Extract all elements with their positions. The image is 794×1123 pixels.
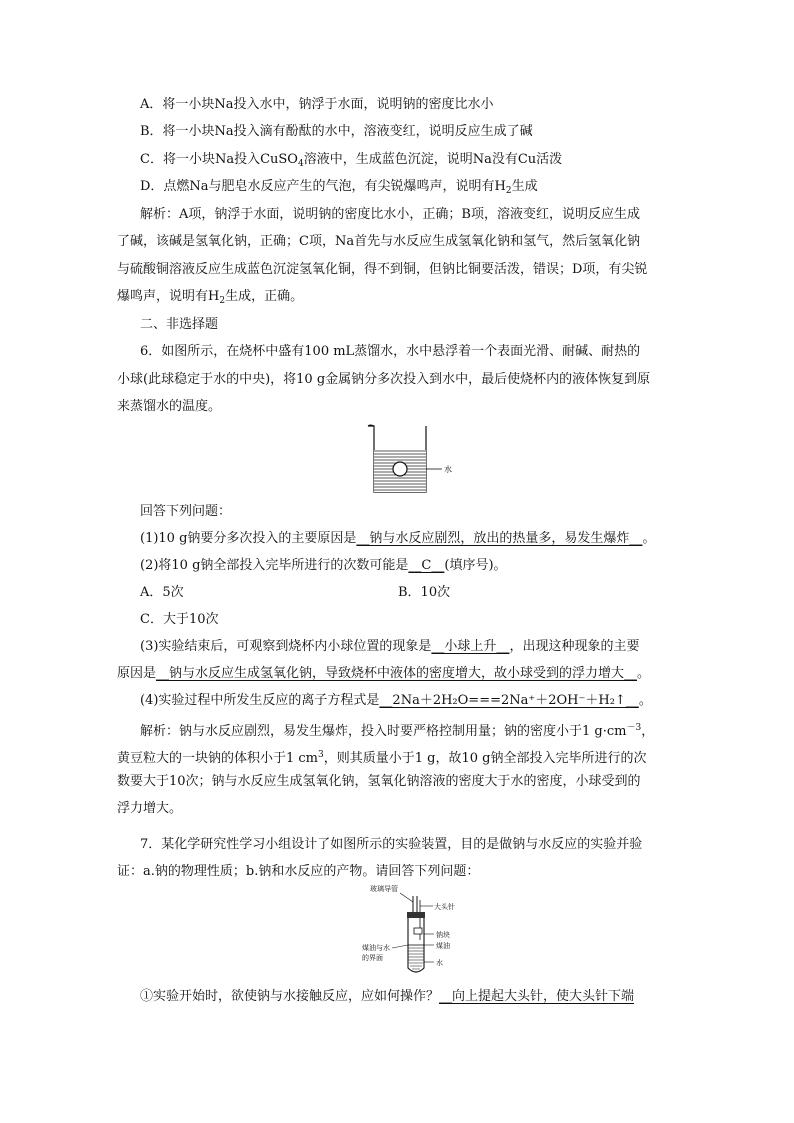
- q5-option-c: C．将一小块Na投入CuSO$_4$溶液中，生成蓝色沉淀，说明Na没有Cu活泼: [140, 152, 563, 169]
- q6-stem-line-2: 小球(此球稳定于水的中央)，将10 g金属钠分多次投入到水中，最后使烧杯内的液体恢复到原: [117, 372, 651, 387]
- q6-stem-line-1: 6．如图所示，在烧杯中盛有100 mL蒸馏水，水中悬浮着一个表面光滑、耐碱、耐热的: [140, 344, 641, 359]
- q7-stem-line-1: 7．某化学研究性学习小组设计了如图所示的实验装置，目的是做钠与水反应的实验并验: [140, 837, 643, 852]
- q6-part-4: (4)实验过程中所发生反应的离子方程式是__2Na＋2H₂O===2Na⁺＋2OH⁻＋H₂↑__。: [140, 693, 652, 708]
- q6-analysis-line-1: 解析：钠与水反应剧烈，易发生爆炸，投入时要严格控制用量；钠的密度小于1 $g\cdot cm^{-3}$，: [140, 723, 655, 739]
- apparatus-figure: [350, 882, 470, 978]
- water-fill: [408, 948, 424, 969]
- q6-part-3-answer-2: __钠与水反应生成氢氧化钠，导致烧杯中液体的密度增大，故小球受到的浮力增大__: [156, 666, 638, 681]
- water-label: 水: [444, 465, 452, 474]
- interface-label-2: 的界面: [362, 954, 383, 962]
- q5-option-d: D．点燃Na与肥皂水反应产生的气泡，有尖锐爆鸣声，说明有$H_2$生成: [140, 179, 538, 196]
- q6-part-3-answer: __小球上升__: [431, 639, 510, 654]
- beaker-figure: [360, 420, 470, 498]
- q6-part-3: (3)实验结束后，可观察到烧杯内小球位置的现象是__小球上升__，出现这种现象的主要: [140, 639, 640, 654]
- q5-analysis-line-1: 解析：A项，钠浮于水面，说明钠的密度比水小，正确；B项，溶液变红，说明反应生成: [140, 207, 640, 222]
- q5-option-a: A．将一小块Na投入水中，钠浮于水面，说明钠的密度比水小: [140, 97, 494, 112]
- kerosene-label: 煤油: [436, 942, 450, 950]
- section-heading: 二、非选择题: [140, 317, 219, 332]
- stopper: [407, 912, 425, 918]
- q6-part-2: (2)将10 g钠全部投入完毕所进行的次数可能是__C__(填序号)。: [140, 558, 507, 573]
- pin-label: 大头针: [434, 903, 455, 911]
- floating-ball: [393, 462, 407, 476]
- q6-analysis-line-4: 浮力增大。: [117, 801, 183, 816]
- interface-label-1: 煤油与水: [362, 944, 390, 952]
- q6-part-1: (1)10 g钠要分多次投入的主要原因是__钠与水反应剧烈，放出的热量多，易发生爆炸__。: [140, 531, 656, 546]
- q6-option-a: A．5次: [140, 585, 184, 600]
- q6-analysis-line-3: 数要大于10次；钠与水反应生成氢氧化钠，氢氧化钠溶液的密度大于水的密度，小球受到的: [117, 774, 641, 789]
- q6-analysis-line-2: 黄豆粒大的一块钠的体积小于1 $cm^3$，则其质量小于1 g，故10 g钠全部投入完毕所进行的次: [117, 750, 647, 766]
- q6-option-b: B．10次: [398, 585, 451, 600]
- q7-stem-line-2: 证：a.钠的物理性质；b.钠和水反应的产物。请回答下列问题：: [117, 864, 480, 879]
- q7-part-1-answer: __向上提起大头针，使大头针下端: [439, 989, 635, 1004]
- q6-part-1-answer: __钠与水反应剧烈，放出的热量多，易发生爆炸__: [356, 531, 643, 546]
- q6-option-c: C．大于10次: [140, 612, 219, 627]
- q5-analysis-line-4: 爆鸣声，说明有$H_2$生成，正确。: [117, 289, 304, 306]
- water-label-2: 水: [436, 959, 443, 967]
- glass-tube-label: 玻璃导管: [370, 885, 398, 893]
- q6-part-3-continued: 原因是__钠与水反应生成氢氧化钠，导致烧杯中液体的密度增大，故小球受到的浮力增大__。: [117, 666, 651, 681]
- sodium-label: 钠块: [436, 931, 450, 939]
- q6-part-4-answer: __2Na＋2H₂O===2Na⁺＋2OH⁻＋H₂↑__: [379, 693, 639, 708]
- q7-part-1: ①实验开始时，欲使钠与水接触反应，应如何操作？__向上提起大头针，使大头针下端: [140, 989, 635, 1004]
- q6-prompt: 回答下列问题：: [140, 504, 232, 519]
- q6-part-2-answer: __C__: [408, 558, 445, 573]
- q5-analysis-line-3: 与硫酸铜溶液反应生成蓝色沉淀氢氧化铜，得不到铜，但钠比铜要活泼，错误；D项，有尖锐: [117, 262, 648, 277]
- sodium-block: [414, 928, 422, 934]
- q6-stem-line-3: 来蒸馏水的温度。: [117, 399, 222, 414]
- q5-analysis-line-2: 了碱，该碱是氢氧化钠，正确；C项，Na首先与水反应生成氢氧化钠和氢气，然后氢氧化钠: [117, 234, 641, 249]
- q5-option-b: B．将一小块Na投入滴有酚酞的水中，溶液变红，说明反应生成了碱: [140, 124, 533, 139]
